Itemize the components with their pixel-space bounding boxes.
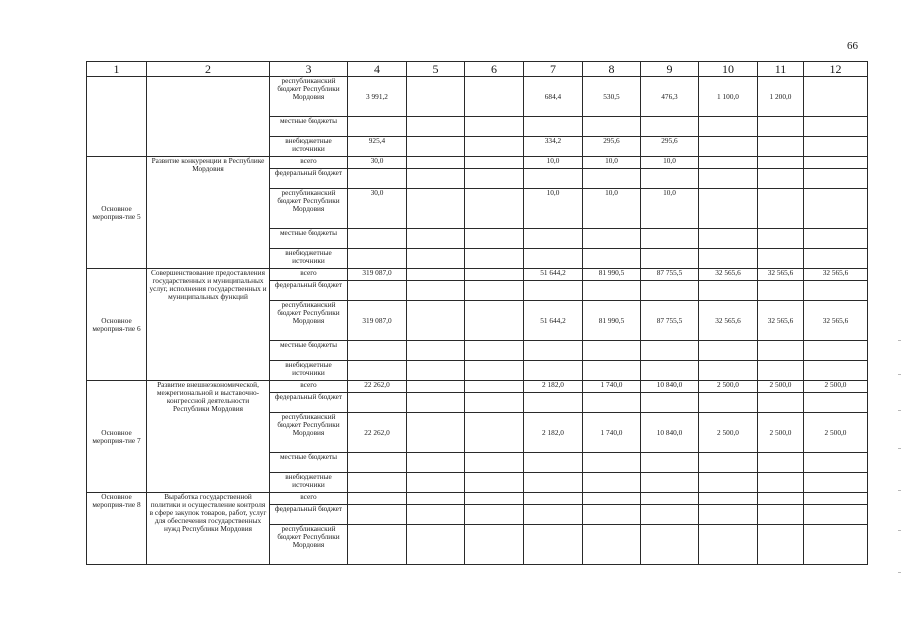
value-cell: 81 990,5 — [583, 301, 641, 341]
source-label: внебюджетные источники — [270, 473, 348, 493]
table-row — [87, 269, 868, 281]
scan-edge-marks — [891, 340, 901, 600]
value-cell: 10,0 — [641, 189, 699, 229]
value-cell: 2 500,0 — [804, 381, 868, 393]
value-cell: 3 991,2 — [348, 77, 407, 117]
header-cell: 9 — [641, 62, 699, 77]
value-cell: 22 262,0 — [348, 381, 407, 393]
source-label: федеральный бюджет — [270, 393, 348, 413]
value-cell: 10 840,0 — [641, 381, 699, 393]
value-cell: 1 200,0 — [758, 77, 804, 117]
value-cell: 2 500,0 — [758, 413, 804, 453]
value-cell: 2 500,0 — [758, 381, 804, 393]
source-label: федеральный бюджет — [270, 505, 348, 525]
value-cell: 32 565,6 — [804, 301, 868, 341]
value-cell: 2 500,0 — [804, 413, 868, 453]
value-cell: 1 740,0 — [583, 381, 641, 393]
header-cell: 10 — [699, 62, 758, 77]
header-cell: 4 — [348, 62, 407, 77]
source-label: республиканский бюджет Республики Мордовия — [270, 413, 348, 453]
header-cell: 7 — [524, 62, 583, 77]
value-cell — [407, 77, 465, 117]
source-label: республиканский бюджет Республики Мордовия — [270, 525, 348, 565]
header-cell: 1 — [87, 62, 147, 77]
value-cell: 30,0 — [348, 189, 407, 229]
value-cell: 319 087,0 — [348, 269, 407, 281]
event-label: Основное мероприя-тие 8 — [87, 493, 147, 565]
value-cell: 684,4 — [524, 77, 583, 117]
source-label: внебюджетные источники — [270, 137, 348, 157]
value-cell: 51 644,2 — [524, 269, 583, 281]
value-cell: 87 755,5 — [641, 269, 699, 281]
value-cell: 32 565,6 — [804, 269, 868, 281]
header-cell: 5 — [407, 62, 465, 77]
header-cell: 8 — [583, 62, 641, 77]
value-cell: 2 500,0 — [699, 381, 758, 393]
value-cell: 1 100,0 — [699, 77, 758, 117]
event-title: Выработка государственной политики и осуществление контроля в сфере закупок товаров, работ, услуг для обеспечения государственных нужд Республики Мордовия — [147, 493, 270, 565]
source-label: республиканский бюджет Республики Мордовия — [270, 301, 348, 341]
source-label: внебюджетные источники — [270, 361, 348, 381]
event-title — [147, 77, 270, 157]
event-label: Основное мероприя-тие 5 — [87, 157, 147, 269]
event-title: Совершенствование предоставления государственных и муниципальных услуг, исполнения государственных и муниципальных функций — [147, 269, 270, 381]
value-cell: 2 182,0 — [524, 381, 583, 393]
value-cell: 30,0 — [348, 157, 407, 169]
value-cell: 334,2 — [524, 137, 583, 157]
value-cell: 319 087,0 — [348, 301, 407, 341]
value-cell: 295,6 — [583, 137, 641, 157]
value-cell: 10,0 — [524, 189, 583, 229]
budget-table — [86, 61, 868, 565]
source-label: республиканский бюджет Республики Мордовия — [270, 189, 348, 229]
event-label — [87, 77, 147, 157]
value-cell: 925,4 — [348, 137, 407, 157]
value-cell: 10,0 — [524, 157, 583, 169]
value-cell: 10,0 — [583, 189, 641, 229]
source-label: местные бюджеты — [270, 229, 348, 249]
table-row — [87, 157, 868, 169]
value-cell: 32 565,6 — [758, 301, 804, 341]
source-label: федеральный бюджет — [270, 281, 348, 301]
table-row — [87, 381, 868, 393]
header-cell: 2 — [147, 62, 270, 77]
value-cell: 476,3 — [641, 77, 699, 117]
value-cell — [804, 77, 868, 117]
page-number: 66 — [847, 40, 858, 52]
value-cell: 10 840,0 — [641, 413, 699, 453]
source-label: местные бюджеты — [270, 453, 348, 473]
value-cell: 32 565,6 — [699, 301, 758, 341]
header-cell: 6 — [465, 62, 524, 77]
value-cell: 32 565,6 — [699, 269, 758, 281]
event-label: Основное мероприя-тие 7 — [87, 381, 147, 493]
source-label: всего — [270, 493, 348, 505]
value-cell: 530,5 — [583, 77, 641, 117]
value-cell: 295,6 — [641, 137, 699, 157]
source-label: местные бюджеты — [270, 341, 348, 361]
value-cell: 1 740,0 — [583, 413, 641, 453]
source-label: республиканский бюджет Республики Мордовия — [270, 77, 348, 117]
source-label: всего — [270, 157, 348, 169]
value-cell: 10,0 — [583, 157, 641, 169]
header-cell: 11 — [758, 62, 804, 77]
header-cell: 3 — [270, 62, 348, 77]
value-cell: 51 644,2 — [524, 301, 583, 341]
source-label: всего — [270, 269, 348, 281]
table-row — [87, 493, 868, 505]
event-title: Развитие внешнеэкономической, межрегиональной и выставочно-конгрессной деятельности Республики Мордовия — [147, 381, 270, 493]
source-label: федеральный бюджет — [270, 169, 348, 189]
table-row — [87, 77, 868, 117]
header-row — [87, 62, 868, 77]
value-cell: 81 990,5 — [583, 269, 641, 281]
event-title: Развитие конкуренции в Республике Мордовия — [147, 157, 270, 269]
value-cell: 10,0 — [641, 157, 699, 169]
value-cell: 2 182,0 — [524, 413, 583, 453]
header-cell: 12 — [804, 62, 868, 77]
value-cell: 32 565,6 — [758, 269, 804, 281]
source-label: внебюджетные источники — [270, 249, 348, 269]
value-cell — [465, 77, 524, 117]
value-cell: 87 755,5 — [641, 301, 699, 341]
value-cell: 22 262,0 — [348, 413, 407, 453]
event-label: Основное мероприя-тие 6 — [87, 269, 147, 381]
source-label: всего — [270, 381, 348, 393]
value-cell: 2 500,0 — [699, 413, 758, 453]
source-label: местные бюджеты — [270, 117, 348, 137]
